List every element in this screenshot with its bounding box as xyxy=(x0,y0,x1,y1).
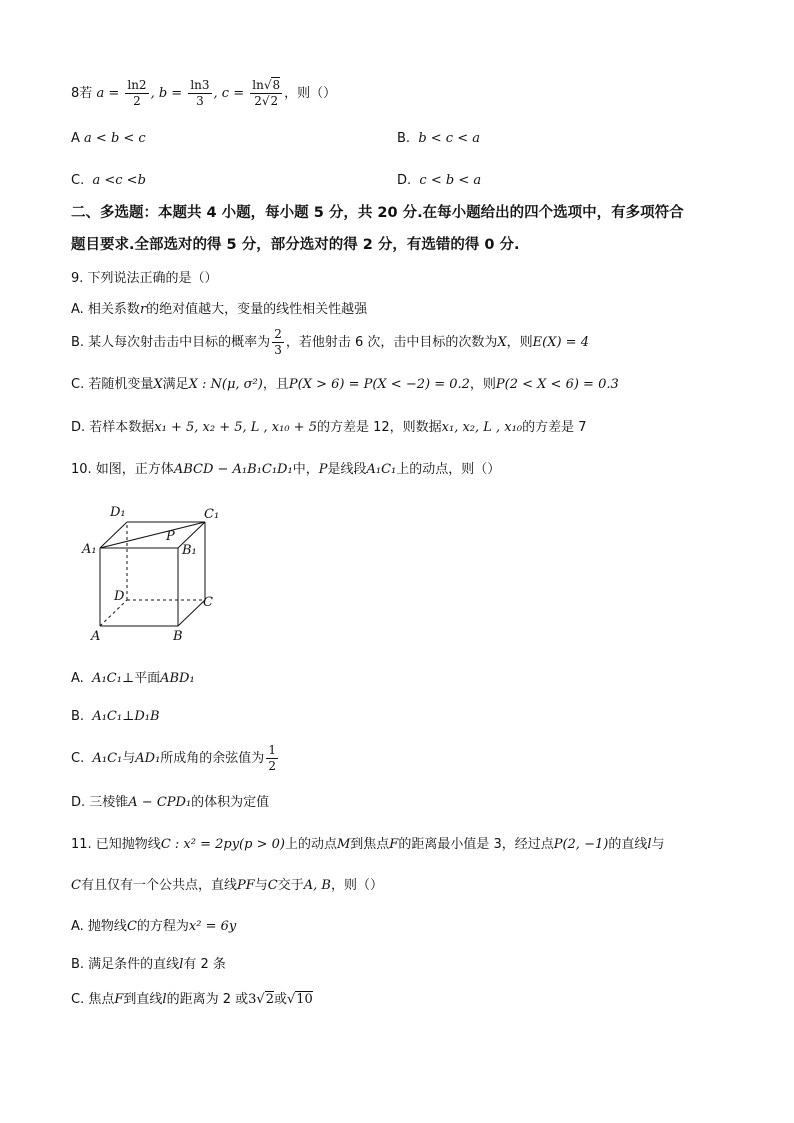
q10-option-c: C. A₁C₁与AD₁所成角的余弦值为 $\frac{1}{2}$ xyxy=(71,743,276,773)
q8-a-fraction: $\frac{\ln 2}{2}$ xyxy=(127,78,147,108)
q10-option-b: B. A₁C₁⊥D₁B xyxy=(71,709,160,724)
label-a: A xyxy=(91,629,101,644)
q8-option-d: D. c < b < a xyxy=(397,173,482,188)
edge-b-c xyxy=(178,600,205,626)
section2-line1: 二、多选题：本题共 4 小题，每小题 5 分，共 20 分.在每小题给出的四个选项中，有多项符合 xyxy=(71,205,684,221)
q11-option-c: C. 焦点F到直线l的距离为 2 或3√2或√10 xyxy=(71,992,313,1007)
label-a1: A₁ xyxy=(82,542,97,557)
label-d: D xyxy=(114,589,125,604)
q8-post: ，则（） xyxy=(284,86,337,101)
q9-option-b: B. 某人每次射击击中目标的概率为 $\frac{2}{3}$ ，若他射击 6 次，击中目标的次数为X，则E(X) = 4 xyxy=(71,327,589,357)
q8-stem xyxy=(71,72,336,116)
q8-b-label: , b = xyxy=(150,86,183,101)
q11-stem-line2: C有且仅有一个公共点，直线PF与C交于A, B，则（） xyxy=(71,878,383,893)
q8-a-label: a = xyxy=(96,86,120,101)
q8-c-fraction: $\frac{\ln√8}{2√2}$ xyxy=(252,78,281,108)
q8-number: 8 xyxy=(71,86,80,101)
q8-option-b: B. b < c < a xyxy=(397,131,480,146)
label-p: P xyxy=(166,529,175,544)
q11-stem-line1: 11. 已知抛物线C : x² = 2py(p > 0)上的动点M到焦点F的距离最小值是 3，经过点P(2, −1)的直线l与 xyxy=(71,837,665,852)
q8-pre: 若 xyxy=(79,86,93,101)
label-b: B xyxy=(173,629,183,644)
label-b1: B₁ xyxy=(182,543,197,558)
q8-c-label: , c = xyxy=(213,86,245,101)
q9-b-fraction: $\frac{2}{3}$ xyxy=(274,327,282,357)
q10-option-a: A. A₁C₁⊥平面ABD₁ xyxy=(71,671,195,686)
q11-option-a: A. 抛物线C的方程为x² = 6y xyxy=(71,919,237,934)
q8-b-fraction: $\frac{\ln 3}{3}$ xyxy=(190,78,210,108)
q8-option-a: A a < b < c xyxy=(71,131,146,146)
q11-option-b: B. 满足条件的直线l有 2 条 xyxy=(71,957,226,972)
edge-a1-d1 xyxy=(100,522,127,548)
q9-option-d: D. 若样本数据x₁ + 5, x₂ + 5, L , x₁₀ + 5的方差是 12，则数据x₁, x₂, L , x₁₀的方差是 7 xyxy=(71,420,587,435)
section2-line2: 题目要求.全部选对的得 5 分，部分选对的得 2 分，有选错的得 0 分. xyxy=(71,237,520,253)
q10-option-d: D. 三棱锥A − CPD₁的体积为定值 xyxy=(71,795,270,810)
q9-stem: 9. 下列说法正确的是（） xyxy=(71,271,218,286)
label-d1: D₁ xyxy=(110,505,126,520)
q8-option-c: C. a <c <b xyxy=(71,173,146,188)
q9-option-c: C. 若随机变量X满足X : N(μ, σ²)，且P(X > 6) = P(X < −2) = 0.2，则P(2 < X < 6) = 0.3 xyxy=(71,377,619,392)
cube-figure xyxy=(80,502,230,647)
q10-stem: 10. 如图，正方体ABCD − A₁B₁C₁D₁中，P是线段A₁C₁上的动点，则（） xyxy=(71,462,501,477)
label-c: C xyxy=(203,595,213,610)
q10-c-fraction: $\frac{1}{2}$ xyxy=(268,743,276,773)
q9-option-a: A. 相关系数r的绝对值越大，变量的线性相关性越强 xyxy=(71,302,368,317)
label-c1: C₁ xyxy=(204,507,220,522)
